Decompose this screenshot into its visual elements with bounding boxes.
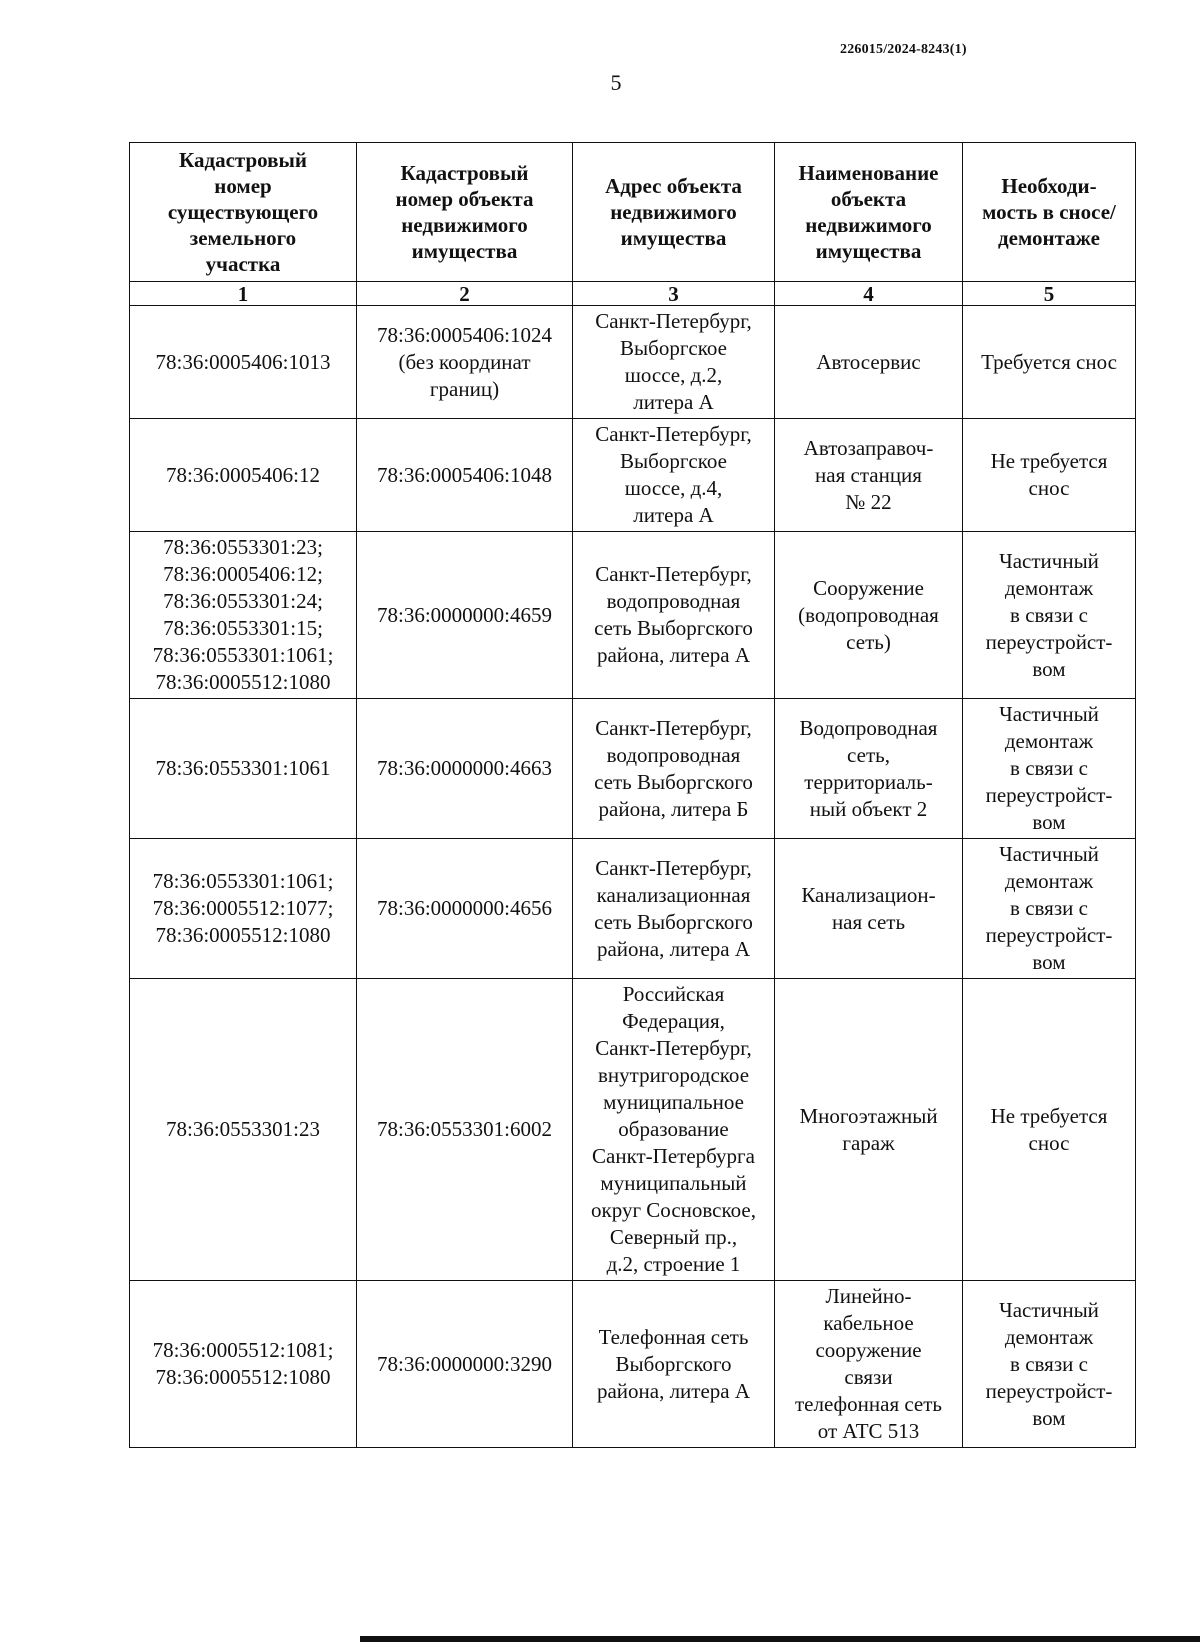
cell-object-number: 78:36:0005406:1024 (без координат границ) — [357, 306, 573, 419]
cell-land-plot-number: 78:36:0553301:1061 — [130, 699, 357, 839]
table-row — [130, 306, 1136, 419]
cell-object-number: 78:36:0000000:4663 — [357, 699, 573, 839]
cell-land-plot-number: 78:36:0005406:12 — [130, 419, 357, 532]
header-object-address: Адрес объекта недвижимого имущества — [573, 143, 775, 282]
document-number: 226015/2024-8243(1) — [840, 42, 967, 57]
cell-demolition-need: Частичный демонтаж в связи с переустройст- вом — [963, 1281, 1136, 1448]
table-row — [130, 839, 1136, 979]
cell-object-address: Российская Федерация, Санкт-Петербург, внутригородское муниципальное образование Санкт-Петербурга муниципальный округ Сосновское, Северный пр., д.2, строение 1 — [573, 979, 775, 1281]
cell-demolition-need: Не требуется снос — [963, 979, 1136, 1281]
objects-table — [129, 142, 1136, 1448]
page-number: 5 — [610, 70, 622, 95]
cell-demolition-need: Частичный демонтаж в связи с переустройст- вом — [963, 839, 1136, 979]
table-row — [130, 979, 1136, 1281]
column-number: 2 — [357, 282, 573, 306]
cell-object-name: Водопроводная сеть, территориаль- ный объект 2 — [775, 699, 963, 839]
table-header-row — [130, 143, 1136, 282]
cell-object-name: Автосервис — [775, 306, 963, 419]
column-number: 4 — [775, 282, 963, 306]
column-number: 3 — [573, 282, 775, 306]
cell-object-address: Санкт-Петербург, Выборгское шоссе, д.2, литера А — [573, 306, 775, 419]
cell-object-name: Многоэтажный гараж — [775, 979, 963, 1281]
cell-demolition-need: Частичный демонтаж в связи с переустройст- вом — [963, 699, 1136, 839]
cell-object-name: Линейно- кабельное сооружение связи телефонная сеть от АТС 513 — [775, 1281, 963, 1448]
cell-object-address: Телефонная сеть Выборгского района, литера А — [573, 1281, 775, 1448]
cell-land-plot-number: 78:36:0553301:1061; 78:36:0005512:1077; 78:36:0005512:1080 — [130, 839, 357, 979]
cell-object-number: 78:36:0000000:3290 — [357, 1281, 573, 1448]
column-number: 5 — [963, 282, 1136, 306]
cell-object-name: Канализацион- ная сеть — [775, 839, 963, 979]
cell-object-address: Санкт-Петербург, канализационная сеть Выборгского района, литера А — [573, 839, 775, 979]
cell-object-address: Санкт-Петербург, водопроводная сеть Выборгского района, литера А — [573, 532, 775, 699]
cell-object-address: Санкт-Петербург, Выборгское шоссе, д.4, литера А — [573, 419, 775, 532]
cell-land-plot-number: 78:36:0005512:1081; 78:36:0005512:1080 — [130, 1281, 357, 1448]
cell-demolition-need: Не требуется снос — [963, 419, 1136, 532]
header-object-name: Наименование объекта недвижимого имущества — [775, 143, 963, 282]
header-object-number: Кадастровый номер объекта недвижимого имущества — [357, 143, 573, 282]
cell-demolition-need: Требуется снос — [963, 306, 1136, 419]
cell-object-number: 78:36:0000000:4656 — [357, 839, 573, 979]
table-row — [130, 419, 1136, 532]
header-land-plot-number: Кадастровый номер существующего земельного участка — [130, 143, 357, 282]
cell-land-plot-number: 78:36:0005406:1013 — [130, 306, 357, 419]
cell-object-number: 78:36:0553301:6002 — [357, 979, 573, 1281]
cell-object-number: 78:36:0000000:4659 — [357, 532, 573, 699]
column-number-row — [130, 282, 1136, 306]
cell-land-plot-number: 78:36:0553301:23 — [130, 979, 357, 1281]
cell-object-name: Автозаправоч- ная станция № 22 — [775, 419, 963, 532]
column-number: 1 — [130, 282, 357, 306]
table-row — [130, 1281, 1136, 1448]
cell-land-plot-number: 78:36:0553301:23; 78:36:0005406:12; 78:36:0553301:24; 78:36:0553301:15; 78:36:0553301:1061; 78:36:0005512:1080 — [130, 532, 357, 699]
cell-object-name: Сооружение (водопроводная сеть) — [775, 532, 963, 699]
cell-object-number: 78:36:0005406:1048 — [357, 419, 573, 532]
header-demolition-need: Необходи- мость в сносе/ демонтаже — [963, 143, 1136, 282]
cell-demolition-need: Частичный демонтаж в связи с переустройст- вом — [963, 532, 1136, 699]
table-row — [130, 699, 1136, 839]
scan-edge-line — [360, 1636, 1200, 1642]
cell-object-address: Санкт-Петербург, водопроводная сеть Выборгского района, литера Б — [573, 699, 775, 839]
table-row — [130, 532, 1136, 699]
